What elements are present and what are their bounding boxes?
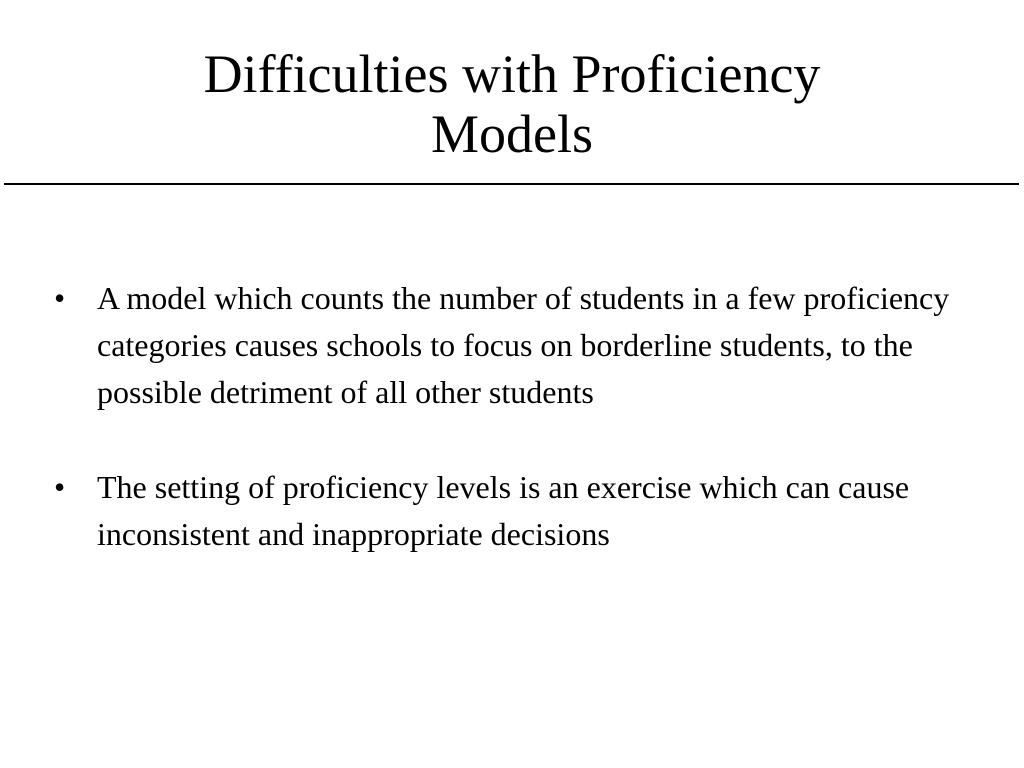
bullet-item-2 <box>54 464 964 558</box>
bullet-list <box>54 275 964 558</box>
bullet-icon: • <box>54 469 66 505</box>
bullet-icon: • <box>54 280 66 316</box>
title-line-1: Difficulties with Proficiency <box>203 44 821 104</box>
bullet-text-1: A model which counts the number of students in a few proficiency categories causes schools to focus on borderline students, to the possible detriment of all other students <box>97 280 950 410</box>
bullet-item-1 <box>54 275 964 416</box>
slide-title <box>0 44 1024 164</box>
title-line-2: Models <box>431 104 593 164</box>
title-divider <box>4 183 1019 185</box>
bullet-text-2: The setting of proficiency levels is an exercise which can cause inconsistent and inappropriate decisions <box>97 469 910 552</box>
